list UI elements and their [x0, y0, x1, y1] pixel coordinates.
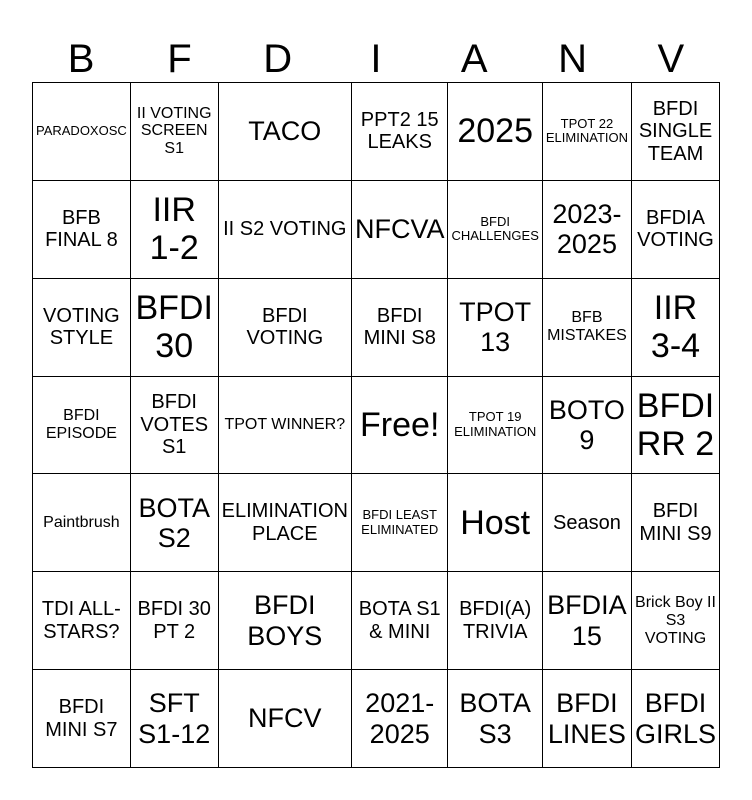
bingo-cell[interactable]: Brick Boy II S3 VOTING — [632, 572, 720, 670]
bingo-cell[interactable]: Season — [543, 474, 632, 572]
bingo-cell[interactable]: BFDI MINI S7 — [33, 670, 131, 768]
bingo-cell[interactable]: BFDI SINGLE TEAM — [632, 83, 720, 181]
header-letter-b: B — [67, 37, 95, 81]
bingo-cell[interactable]: VOTING STYLE — [33, 279, 131, 377]
bingo-cell[interactable]: 2023-2025 — [543, 181, 632, 279]
bingo-cell[interactable]: NFCVA — [352, 181, 449, 279]
bingo-cell[interactable]: IIR 3-4 — [632, 279, 720, 377]
bingo-cell[interactable]: BFDI(A) TRIVIA — [448, 572, 542, 670]
bingo-cell[interactable]: II VOTING SCREEN S1 — [131, 83, 219, 181]
bingo-cell[interactable]: BFDI LEAST ELIMINATED — [352, 474, 449, 572]
bingo-cell[interactable]: BFDI EPISODE — [33, 377, 131, 475]
bingo-cell[interactable]: BOTA S2 — [131, 474, 219, 572]
header-letter-f: F — [167, 37, 192, 81]
bingo-cell[interactable]: II S2 VOTING — [219, 181, 352, 279]
bingo-cell[interactable]: IIR 1-2 — [131, 181, 219, 279]
bingo-cell[interactable]: ELIMINATION PLACE — [219, 474, 352, 572]
bingo-header — [32, 36, 720, 82]
bingo-cell[interactable]: BFDI GIRLS — [632, 670, 720, 768]
bingo-cell[interactable]: BFDI 30 PT 2 — [131, 572, 219, 670]
bingo-cell[interactable]: TPOT 19 ELIMINATION — [448, 377, 542, 475]
bingo-cell[interactable]: BFDI 30 — [131, 279, 219, 377]
bingo-cell[interactable]: TACO — [219, 83, 352, 181]
bingo-cell[interactable]: BFDI MINI S8 — [352, 279, 449, 377]
bingo-cell[interactable]: TPOT 22 ELIMINATION — [543, 83, 632, 181]
bingo-cell[interactable]: BFB FINAL 8 — [33, 181, 131, 279]
bingo-cell[interactable]: BFDI MINI S9 — [632, 474, 720, 572]
bingo-cell[interactable]: TPOT WINNER? — [219, 377, 352, 475]
bingo-cell[interactable]: BOTA S1 & MINI — [352, 572, 449, 670]
header-letter-d: D — [263, 37, 293, 81]
bingo-cell[interactable]: Host — [448, 474, 542, 572]
bingo-cell[interactable]: TDI ALL-STARS? — [33, 572, 131, 670]
header-letter-n: N — [558, 37, 587, 81]
bingo-cell[interactable]: TPOT 13 — [448, 279, 542, 377]
bingo-cell[interactable]: BFDI VOTES S1 — [131, 377, 219, 475]
bingo-grid — [32, 82, 720, 768]
header-letter-a: A — [460, 37, 488, 81]
bingo-cell-free[interactable]: Free! — [352, 377, 449, 475]
bingo-cell[interactable]: 2025 — [448, 83, 542, 181]
bingo-cell[interactable]: BFDI VOTING — [219, 279, 352, 377]
bingo-cell[interactable]: BFB MISTAKES — [543, 279, 632, 377]
header-letter-v: V — [657, 37, 685, 81]
bingo-cell[interactable]: PARADOXOSC — [33, 83, 131, 181]
bingo-cell[interactable]: SFT S1-12 — [131, 670, 219, 768]
bingo-cell[interactable]: BFDIA 15 — [543, 572, 632, 670]
bingo-cell[interactable]: Paintbrush — [33, 474, 131, 572]
bingo-cell[interactable]: 2021-2025 — [352, 670, 449, 768]
bingo-cell[interactable]: NFCV — [219, 670, 352, 768]
bingo-cell[interactable]: PPT2 15 LEAKS — [352, 83, 449, 181]
bingo-cell[interactable]: BOTA S3 — [448, 670, 542, 768]
bingo-cell[interactable]: BFDI BOYS — [219, 572, 352, 670]
bingo-cell[interactable]: BFDI RR 2 — [632, 377, 720, 475]
bingo-cell[interactable]: BFDI CHALLENGES — [448, 181, 542, 279]
header-letter-i: I — [370, 37, 382, 81]
bingo-cell[interactable]: BOTO 9 — [543, 377, 632, 475]
bingo-cell[interactable]: BFDI LINES — [543, 670, 632, 768]
bingo-cell[interactable]: BFDIA VOTING — [632, 181, 720, 279]
